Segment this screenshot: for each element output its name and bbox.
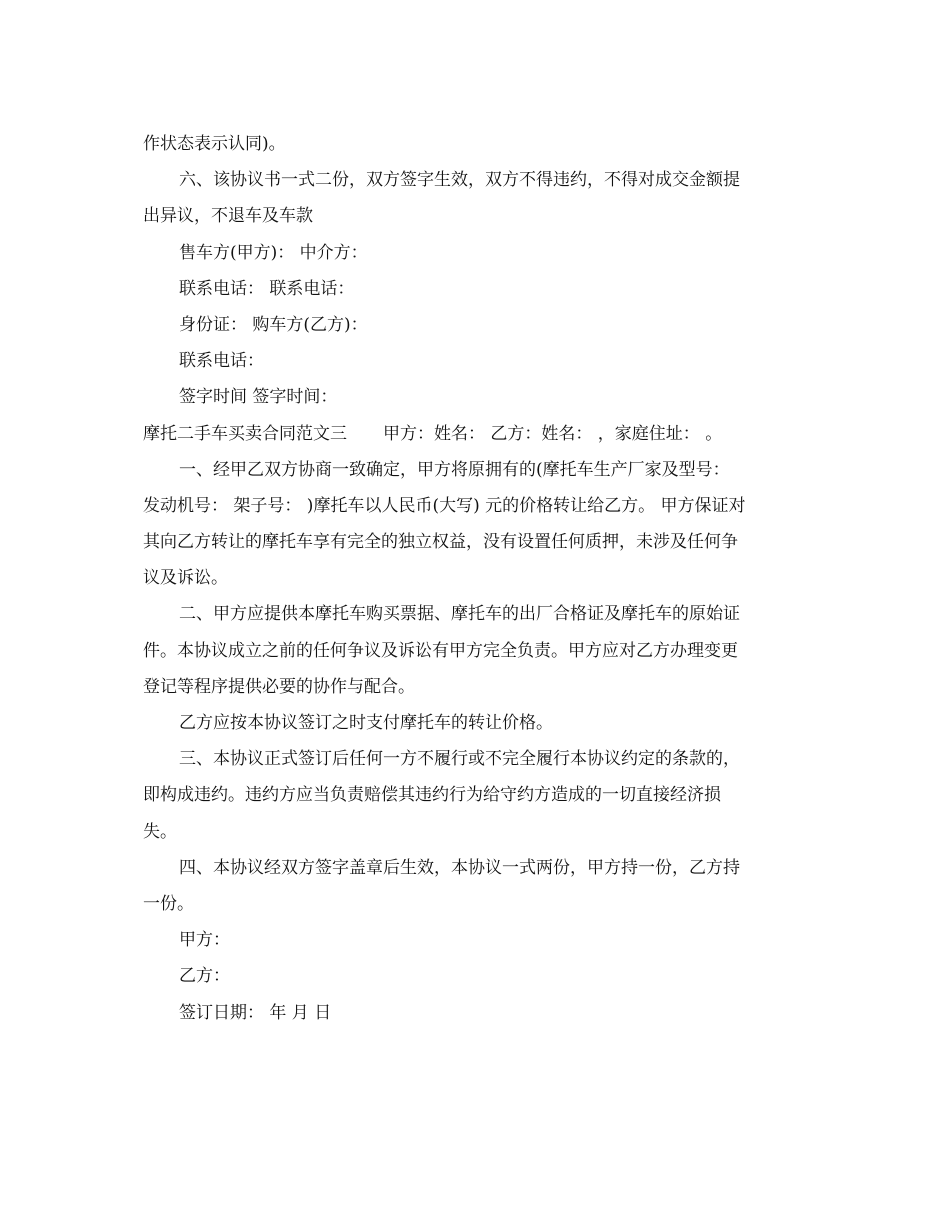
payment-line: 乙方应按本协议签订之时支付摩托车的转让价格。 [179, 713, 553, 733]
paragraph-line: 发动机号： 架子号： )摩托车以人民币(大写) 元的价格转让给乙方。 甲方保证对 [143, 495, 746, 516]
paragraph-line: 即构成违约。违约方应当负责赔偿其违约行为给守约方造成的一切直接经济损 [143, 785, 721, 806]
contract-title: 摩托二手车买卖合同范文三 [143, 423, 347, 444]
phone-line: 联系电话： 联系电话： [179, 278, 355, 299]
document-body [143, 126, 808, 1031]
paragraph-line: 件。本协议成立之前的任何争议及诉讼有甲方完全负责。甲方应对乙方办理变更 [143, 640, 738, 661]
paragraph-line: 登记等程序提供必要的协作与配合。 [143, 676, 415, 697]
contract-title-line [143, 416, 808, 452]
clause-one-line: 一、经甲乙双方协商一致确定，甲方将原拥有的(摩托车生产厂家及型号： [179, 459, 730, 480]
paragraph-line: 出异议，不退车及车款 [143, 206, 313, 227]
party-b-signature-line: 乙方： [179, 966, 230, 987]
clause-six-line: 六、该协议书一式二份，双方签字生效，双方不得违约，不得对成交金额提 [179, 170, 740, 191]
paragraph-line: 一份。 [143, 893, 194, 914]
sign-time-line: 签字时间 签字时间： [179, 387, 338, 408]
paragraph-line: 议及诉讼。 [143, 568, 228, 589]
clause-four-line: 四、本协议经双方签字盖章后生效，本协议一式两份，甲方持一份，乙方持 [179, 857, 740, 878]
seller-agent-line: 售车方(甲方)： 中介方： [179, 242, 368, 263]
phone-line: 联系电话： [179, 351, 264, 372]
clause-three-line: 三、本协议正式签订后任何一方不履行或不完全履行本协议约定的条款的， [179, 749, 740, 770]
paragraph-line: 作状态表示认同)。 [143, 134, 286, 154]
paragraph-line: 失。 [143, 821, 177, 842]
clause-two-line: 二、甲方应提供本摩托车购买票据、摩托车的出厂合格证及摩托车的原始证 [179, 604, 740, 625]
party-a-signature-line: 甲方： [179, 930, 230, 951]
contract-parties: 甲方：姓名： 乙方：姓名： ，家庭住址： 。 [383, 423, 723, 444]
signing-date-line: 签订日期： 年 月 日 [179, 1002, 332, 1023]
paragraph-line: 其向乙方转让的摩托车享有完全的独立权益，没有设置任何质押，未涉及任何争 [143, 532, 738, 553]
id-buyer-line: 身份证： 购车方(乙方)： [179, 314, 368, 335]
